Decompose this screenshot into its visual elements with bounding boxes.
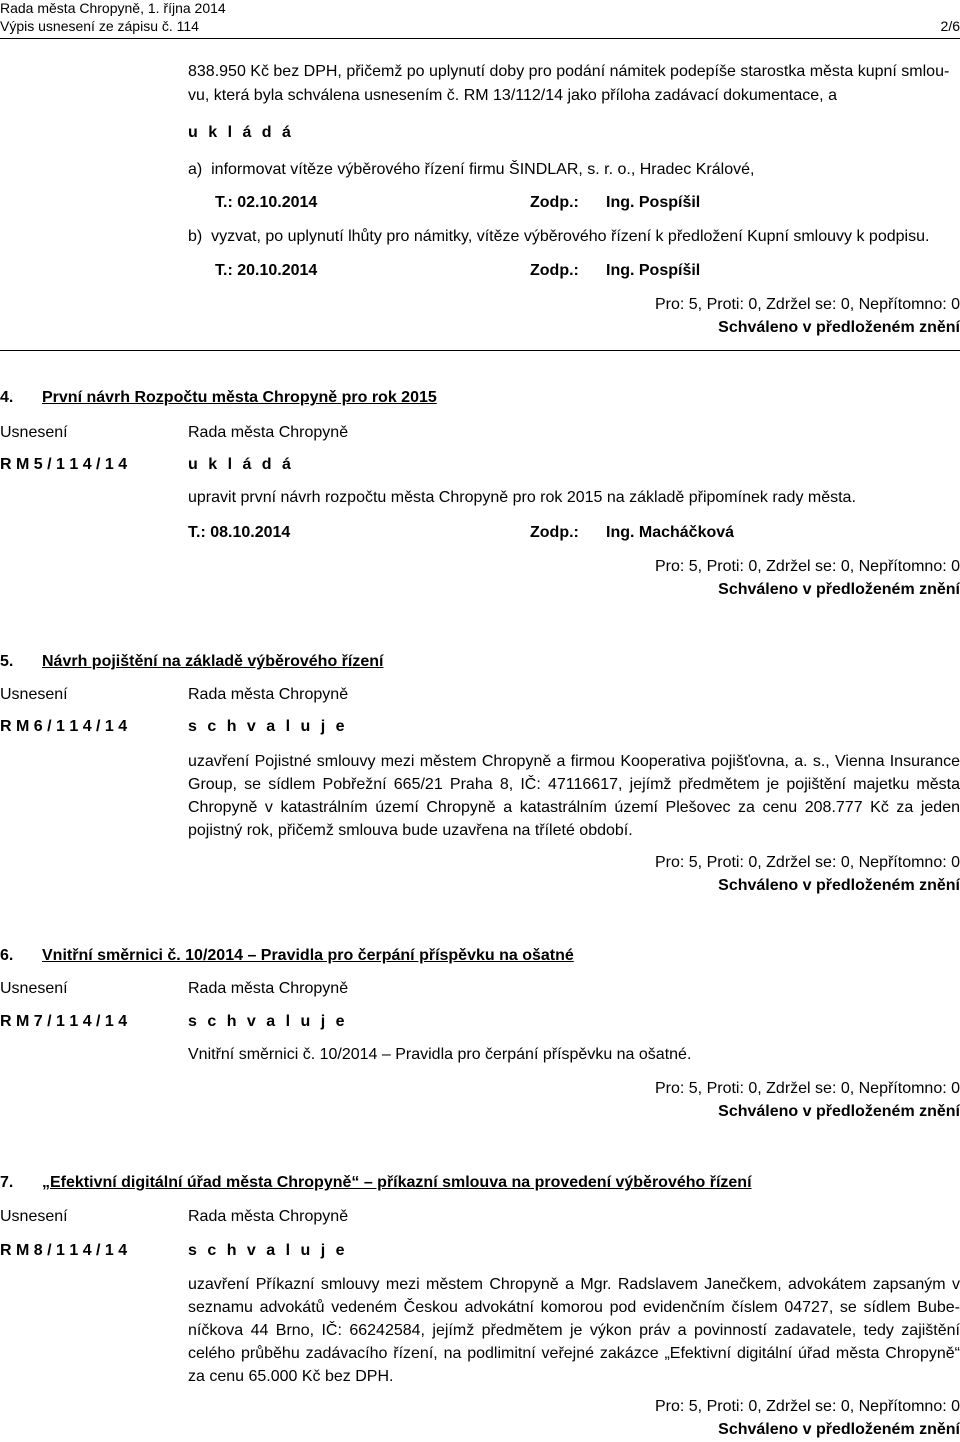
intro-line-1: 838.950 Kč bez DPH, přičemž po uplynutí doby pro podání námitek podepíše starostka města kupní smlou- — [188, 63, 950, 80]
resolution-text: uzavření Pojistné smlouvy mezi městem Chropyně a firmou Kooperativa pojišťovna, a. s., Vienna Insurance Group, se sídlem Pobřežní 665/21 Praha 8, IČ: 47116617, jejímž předmětem je pojištění majetku města Chropyně v katastrálním území Chropyně a katastrálním území Plešovec za cenu 208.777 Kč za jeden pojistný rok, přičemž smlouva bude uzavřena na tříleté období. — [188, 753, 960, 839]
responsible: Ing. Macháčková — [606, 524, 735, 541]
zodp-label: Zodp.: — [530, 524, 579, 541]
header-subtitle: Výpis usnesení ze zápisu č. 114 — [0, 18, 199, 34]
approval-status: Schváleno v předloženém znění — [718, 319, 960, 336]
resolution-number: R M 7 / 1 1 4 / 1 4 — [0, 1013, 128, 1030]
header-divider — [0, 38, 960, 39]
page-number: 2/6 — [940, 18, 960, 34]
vote-result: Pro: 5, Proti: 0, Zdržel se: 0, Nepřítomno: 0 — [654, 1398, 960, 1415]
resolution-text: upravit první návrh rozpočtu města Chropyně pro rok 2015 na základě připomínek rady města. — [188, 489, 856, 506]
resolution-number: R M 8 / 1 1 4 / 1 4 — [0, 1242, 128, 1259]
section-divider — [0, 350, 960, 351]
section-7-number: 7. — [0, 1174, 14, 1191]
council-name: Rada města Chropyně — [188, 980, 349, 997]
section-5-number: 5. — [0, 653, 14, 670]
council-name: Rada města Chropyně — [188, 1208, 349, 1225]
vote-result: Pro: 5, Proti: 0, Zdržel se: 0, Nepřítomno: 0 — [654, 1080, 960, 1097]
section-6-title: Vnitřní směrnici č. 10/2014 – Pravidla pro čerpání příspěvku na ošatné — [42, 947, 574, 964]
term-b: T.: 20.10.2014 — [215, 262, 318, 279]
resolution-label: Usnesení — [0, 1208, 68, 1225]
header-title: Rada města Chropyně, 1. října 2014 — [0, 0, 226, 16]
responsible-b: Ing. Pospíšil — [606, 262, 701, 279]
resolution-number: R M 5 / 1 1 4 / 1 4 — [0, 456, 128, 473]
section-6-number: 6. — [0, 947, 14, 964]
resolution-label: Usnesení — [0, 980, 68, 997]
action-uklada: u k l á d á — [188, 456, 294, 473]
section-4-number: 4. — [0, 389, 14, 406]
resolution-text: uzavření Příkazní smlouvy mezi městem Chropyně a Mgr. Radslavem Janečkem, advokátem zapsaným v seznamu advokátů vedeném Českou advokátní komorou pod evidenčním číslem 04727, se sídlem Bube-níčkova 44 Brno, IČ: 66242584, jejímž předmětem je výkon práv a povinností zadavatele, tedy zajištění celého průběhu zadávacího řízení, na podlimitní veřejné zakázce „Efektivní digitální úřad města Chropyně“ za cenu 65.000 Kč bez DPH. — [188, 1276, 960, 1385]
approval-status: Schváleno v předloženém znění — [718, 877, 960, 894]
section-7-title: „Efektivní digitální úřad města Chropyně“ – příkazní smlouva na provedení výběrového řízení — [42, 1174, 752, 1191]
item-b: b) vyzvat, po uplynutí lhůty pro námitky, vítěze výběrového řízení k předložení Kupní smlouvy k podpisu. — [188, 228, 930, 245]
section-5-title: Návrh pojištění na základě výběrového řízení — [42, 653, 384, 670]
action-schvaluje: s c h v a l u j e — [188, 1242, 348, 1259]
item-a: a) informovat vítěze výběrového řízení firmu ŠINDLAR, s. r. o., Hradec Králové, — [188, 161, 755, 178]
vote-result: Pro: 5, Proti: 0, Zdržel se: 0, Nepřítomno: 0 — [654, 558, 960, 575]
responsible-a: Ing. Pospíšil — [606, 194, 701, 211]
vote-result: Pro: 5, Proti: 0, Zdržel se: 0, Nepřítomno: 0 — [654, 854, 960, 871]
action-schvaluje: s c h v a l u j e — [188, 1013, 348, 1030]
zodp-label-b: Zodp.: — [530, 262, 579, 279]
section-4-title: První návrh Rozpočtu města Chropyně pro rok 2015 — [42, 389, 437, 406]
term-a: T.: 02.10.2014 — [215, 194, 318, 211]
resolution-label: Usnesení — [0, 424, 68, 441]
council-name: Rada města Chropyně — [188, 424, 349, 441]
zodp-label-a: Zodp.: — [530, 194, 579, 211]
term: T.: 08.10.2014 — [188, 524, 291, 541]
approval-status: Schváleno v předloženém znění — [718, 1103, 960, 1120]
action-schvaluje: s c h v a l u j e — [188, 718, 348, 735]
resolution-number: R M 6 / 1 1 4 / 1 4 — [0, 718, 128, 735]
approval-status: Schváleno v předloženém znění — [718, 1421, 960, 1438]
action-uklada: u k l á d á — [188, 124, 294, 141]
resolution-text: Vnitřní směrnici č. 10/2014 – Pravidla pro čerpání příspěvku na ošatné. — [188, 1046, 692, 1063]
intro-line-2: vu, která byla schválena usnesením č. RM 13/112/14 jako příloha zadávací dokumentace, a — [188, 87, 837, 104]
council-name: Rada města Chropyně — [188, 686, 349, 703]
vote-result: Pro: 5, Proti: 0, Zdržel se: 0, Nepřítomno: 0 — [654, 296, 960, 313]
approval-status: Schváleno v předloženém znění — [718, 581, 960, 598]
resolution-label: Usnesení — [0, 686, 68, 703]
